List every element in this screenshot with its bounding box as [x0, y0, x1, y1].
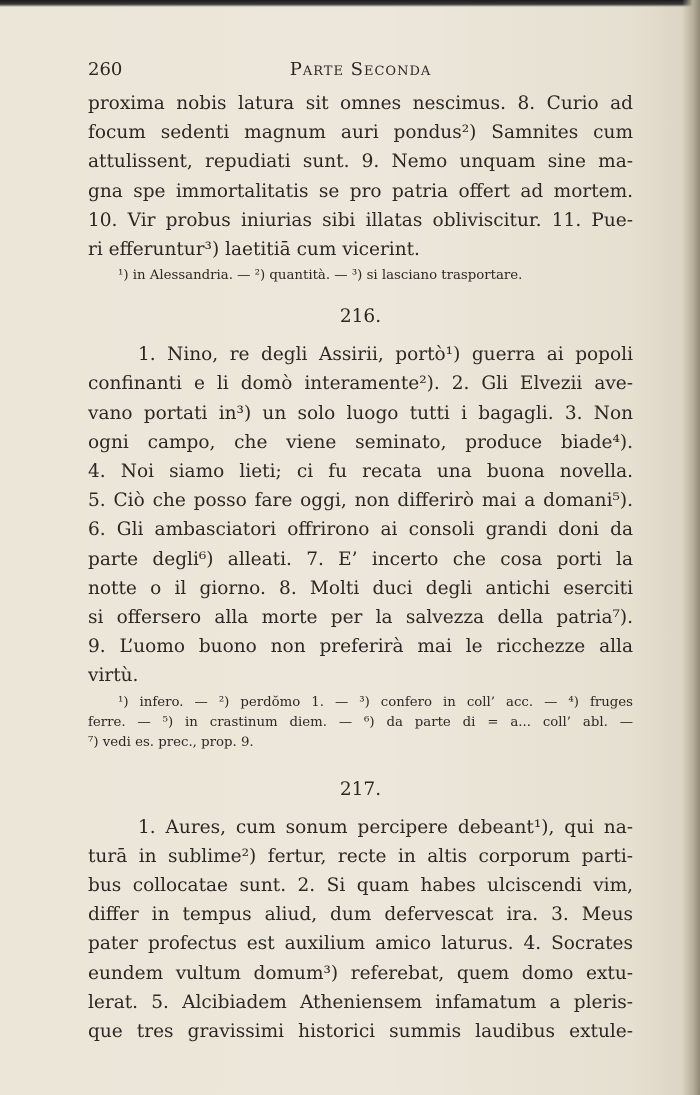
text-line: vano portati in³) un solo luogo tutti i bagagli. 3. Non [88, 402, 633, 424]
text-line: 6. Gli ambasciatori offrirono ai consoli grandi doni da [88, 519, 633, 541]
footnote-line: ferre. — ⁵) in crastinum diem. — ⁶) da parte di = a... coll’ abl. — [88, 714, 633, 730]
exercise-number: 216. [339, 306, 382, 328]
text-line: 1. Nino, re degli Assirii, portò¹) guerra ai popoli [138, 344, 633, 366]
text-line: focum sedenti magnum auri pondus²) Samnites cum [88, 122, 633, 144]
exercise-number: 217. [339, 778, 382, 800]
text-line: turā in sublime²) fertur, recte in altis corporum parti- [88, 845, 633, 867]
text-line: parte degli⁶) alleati. 7. E’ incerto che cosa porti la [88, 548, 633, 570]
text-line: differ in tempus aliud, dum defervescat ira. 3. Meus [88, 904, 633, 926]
page-top-edge [0, 0, 700, 7]
text-line: notte o il giorno. 8. Molti duci degli antichi eserciti [88, 577, 633, 599]
text-line: 5. Ciò che posso fare oggi, non differirò mai a domani⁵). [88, 490, 633, 512]
text-line: bus collocatae sunt. 2. Si quam habes ulciscendi vim, [88, 875, 633, 897]
page-content [88, 55, 633, 1046]
text-line: pater profectus est auxilium amico laturus. 4. Socrates [88, 933, 633, 955]
text-line: que tres gravissimi historici summis laudibus extule- [88, 1021, 633, 1043]
text-line: 1. Aures, cum sonum percipere debeant¹), qui na- [138, 816, 633, 838]
page-right-edge [682, 0, 700, 1095]
text-line: proxima nobis latura sit omnes nescimus. 8. Curio ad [88, 93, 633, 114]
exercise-paragraph [88, 340, 633, 690]
text-line: 10. Vir probus iniurias sibi illatas obliviscitur. 11. Pue- [88, 209, 633, 231]
footnotes [88, 693, 633, 753]
text-line: 9. L’uomo buono non preferirà mai le ricchezze alla [88, 636, 633, 658]
running-title: Parte Seconda [289, 59, 432, 80]
text-line: attulissent, repudiati sunt. 9. Nemo unquam sine ma- [88, 151, 633, 173]
page-number: 260 [88, 59, 123, 80]
exercise-paragraph [88, 813, 633, 1047]
text-line: eundem vultum domum³) referebat, quem domo extu- [88, 962, 633, 984]
footnotes [88, 266, 633, 286]
footnote-line: ¹) in Alessandria. — ²) quantità. — ³) si lasciano trasportare. [118, 268, 523, 284]
footnote-line: ¹) infero. — ²) perdŏmo 1. — ³) confero in coll’ acc. — ⁴) fruges [118, 694, 633, 710]
text-line: 4. Noi siamo lieti; ci fu recata una buona novella. [88, 461, 633, 483]
intro-paragraph [88, 89, 633, 264]
text-line: lerat. 5. Alcibiadem Atheniensem infamatum a pleris- [88, 991, 633, 1013]
text-line: ogni campo, che viene seminato, produce biade⁴). [88, 431, 633, 453]
text-line: si offersero alla morte per la salvezza della patria⁷). [88, 607, 633, 629]
footnote-line: ⁷) vedi es. prec., prop. 9. [88, 734, 254, 750]
running-header [88, 55, 633, 85]
text-line: gna spe immortalitatis se pro patria offert ad mortem. [88, 180, 633, 202]
text-line: ri efferuntur³) laetitiā cum vicerint. [88, 239, 420, 261]
text-line: confinanti e li domò interamente²). 2. Gli Elvezii ave- [88, 373, 633, 395]
text-line: virtù. [88, 665, 139, 687]
